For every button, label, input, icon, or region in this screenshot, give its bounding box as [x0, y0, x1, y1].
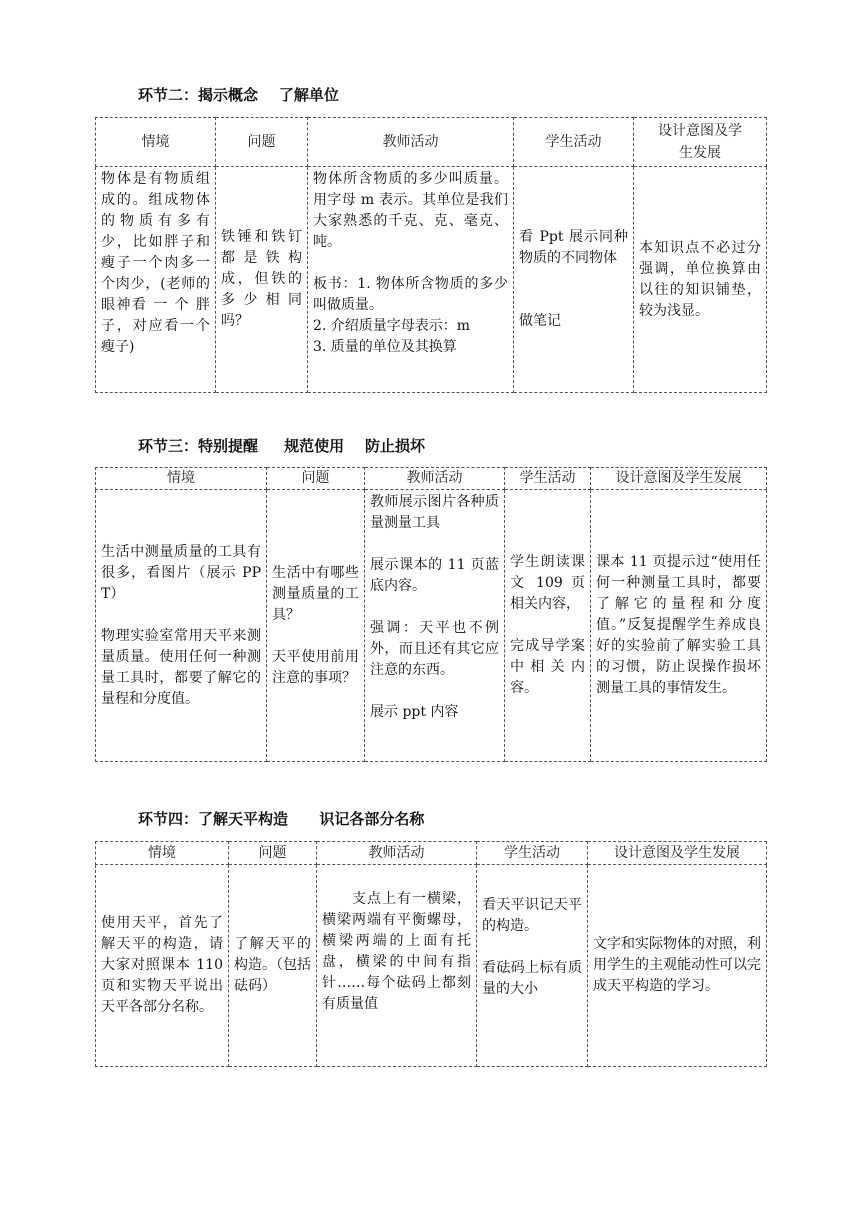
header-cell: 设计意图及学 生发展 [634, 118, 767, 167]
table-row [96, 865, 767, 1067]
section-3-title: 环节三：特别提醒 规范使用 防止损坏 [138, 437, 426, 455]
header-cell: 设计意图及学生发展 [588, 842, 767, 865]
cell-question: 生活中有哪些测量质量的工具？ 天平使用前用注意的事项？ [267, 490, 365, 762]
header-cell: 学生活动 [505, 468, 591, 490]
cell-question: 了解天平的构造。（包括砝码） [229, 865, 317, 1067]
section-4-title: 环节四：了解天平构造 识记各部分名称 [138, 810, 425, 828]
cell-student-activity: 学生朗读课文 109 页相关内容， 完成导学案中相关内容。 [505, 490, 591, 762]
cell-question: 铁锤和铁钉都是铁构成，但铁的多少相同吗？ [216, 167, 308, 393]
header-cell: 情境 [96, 468, 267, 490]
cell-situation: 使用天平，首先了解天平的构造，请大家对照课本 110 页和实物天平说出天平各部分名称。 [96, 865, 229, 1067]
header-cell: 问题 [216, 118, 308, 167]
cell-situation: 生活中测量质量的工具有很多，看图片（展示 PPT） 物理实验室常用天平来测量质量。使用任何一种测量工具时，都要了解它的量程和分度值。 [96, 490, 267, 762]
header-cell: 教师活动 [308, 118, 514, 167]
cell-student-activity: 看 Ppt 展示同种物质的不同物体 做笔记 [514, 167, 634, 393]
header-row [96, 468, 767, 490]
header-cell: 问题 [229, 842, 317, 865]
header-cell: 设计意图及学生发展 [591, 468, 767, 490]
header-cell: 情境 [96, 118, 216, 167]
cell-design-intent: 文字和实际物体的对照，利用学生的主观能动性可以完成天平构造的学习。 [588, 865, 767, 1067]
cell-situation: 物体是有物质组成的。组成物体的物质有多有少，比如胖子和瘦子一个肉多一个肉少，(老师的眼神看 一 个 胖 子，对应看一个瘦子) [96, 167, 216, 393]
section-2-title: 环节二：揭示概念 了解单位 [138, 86, 339, 104]
header-cell: 问题 [267, 468, 365, 490]
header-row [96, 842, 767, 865]
header-cell: 教师活动 [365, 468, 505, 490]
table-row [96, 490, 767, 762]
cell-teacher-activity: 教师展示图片各种质量测量工具 展示课本的 11 页蓝底内容。 强调：天平也不例外，而且还有其它应注意的东西。 展示 ppt 内容 [365, 490, 505, 762]
header-cell: 教师活动 [317, 842, 477, 865]
header-cell: 学生活动 [514, 118, 634, 167]
section-2-table [95, 117, 767, 393]
cell-student-activity: 看天平识记天平的构造。 看砝码上标有质量的大小 [477, 865, 588, 1067]
header-row [96, 118, 767, 167]
section-3-table [95, 467, 767, 762]
header-cell: 学生活动 [477, 842, 588, 865]
section-4-table [95, 841, 767, 1067]
cell-design-intent: 课本 11 页提示过“使用任何一种测量工具时，都要了解它的量程和分度值。”反复提醒学生养成良好的实验前了解实验工具的习惯，防止误操作损坏测量工具的事情发生。 [591, 490, 767, 762]
cell-teacher-activity: 支点上有一横梁，横梁两端有平衡螺母，横梁两端的上面有托盘，横梁的中间有指针……每个砝码上都刻有质量值 [317, 865, 477, 1067]
table-row [96, 167, 767, 393]
cell-design-intent: 本知识点不必过分强调，单位换算由以往的知识铺垫，较为浅显。 [634, 167, 767, 393]
cell-teacher-activity: 物体所含物质的多少叫质量。用字母 m 表示。其单位是我们大家熟悉的千克、克、毫克、吨。 板书：1. 物体所含物质的多少叫做质量。 2. 介绍质量字母表示：m 3. 质量的单位及其换算 [308, 167, 514, 393]
header-cell: 情境 [96, 842, 229, 865]
